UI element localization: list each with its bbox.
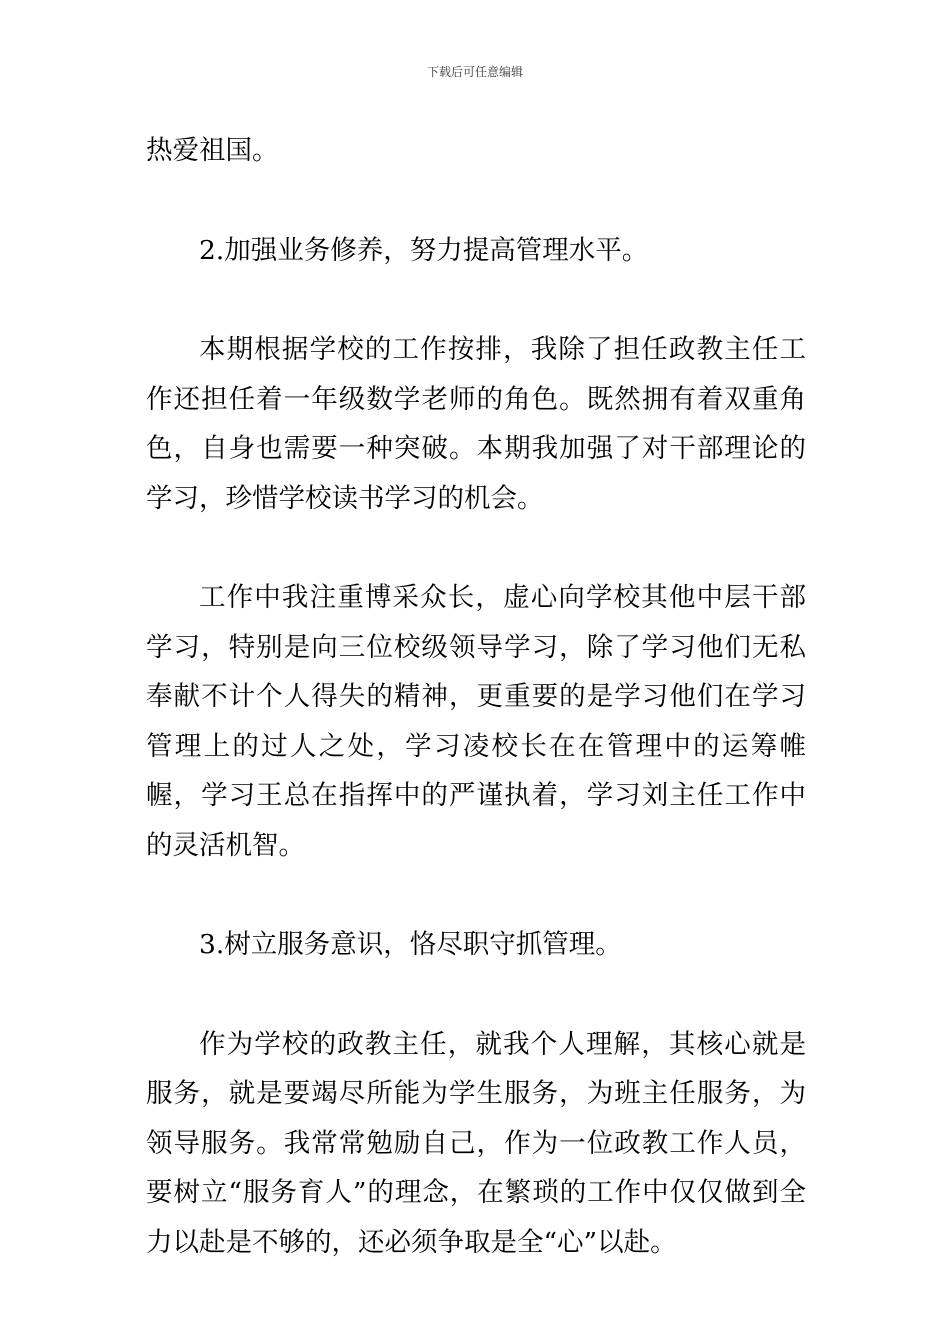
document-body xyxy=(146,126,806,1267)
paragraph-continuation: 热爱祖国。 xyxy=(146,135,279,166)
paragraph-learning-from-leaders: 工作中我注重博采众长，虚心向学校其他中层干部学习，特别是向三位校级领导学习，除了学习他们无私奉献不计个人得失的精神，更重要的是学习他们在学习管理上的过人之处，学习凌校长在在管理中的运筹帷幄，学习王总在指挥中的严谨执着，学习刘主任工作中的灵活机智。 xyxy=(146,582,806,861)
paragraph-study: 本期根据学校的工作按排，我除了担任政教主任工作还担任着一年级数学老师的角色。既然拥有着双重角色，自身也需要一种突破。本期我加强了对干部理论的学习，珍惜学校读书学习的机会。 xyxy=(146,334,806,514)
section-heading-3: 3.树立服务意识，恪尽职守抓管理。 xyxy=(199,929,622,960)
page-header: 下载后可任意编辑 xyxy=(426,65,523,79)
paragraph-service: 作为学校的政教主任，就我个人理解，其核心就是服务，就是要竭尽所能为学生服务，为班主任服务，为领导服务。我常常勉励自己，作为一位政教工作人员，要树立“服务育人”的理念，在繁琐的工作中仅仅做到全力以赴是不够的，还必须争取是全“心”以赴。 xyxy=(146,1028,806,1258)
section-heading-2: 2.加强业务修养，努力提高管理水平。 xyxy=(199,234,649,266)
